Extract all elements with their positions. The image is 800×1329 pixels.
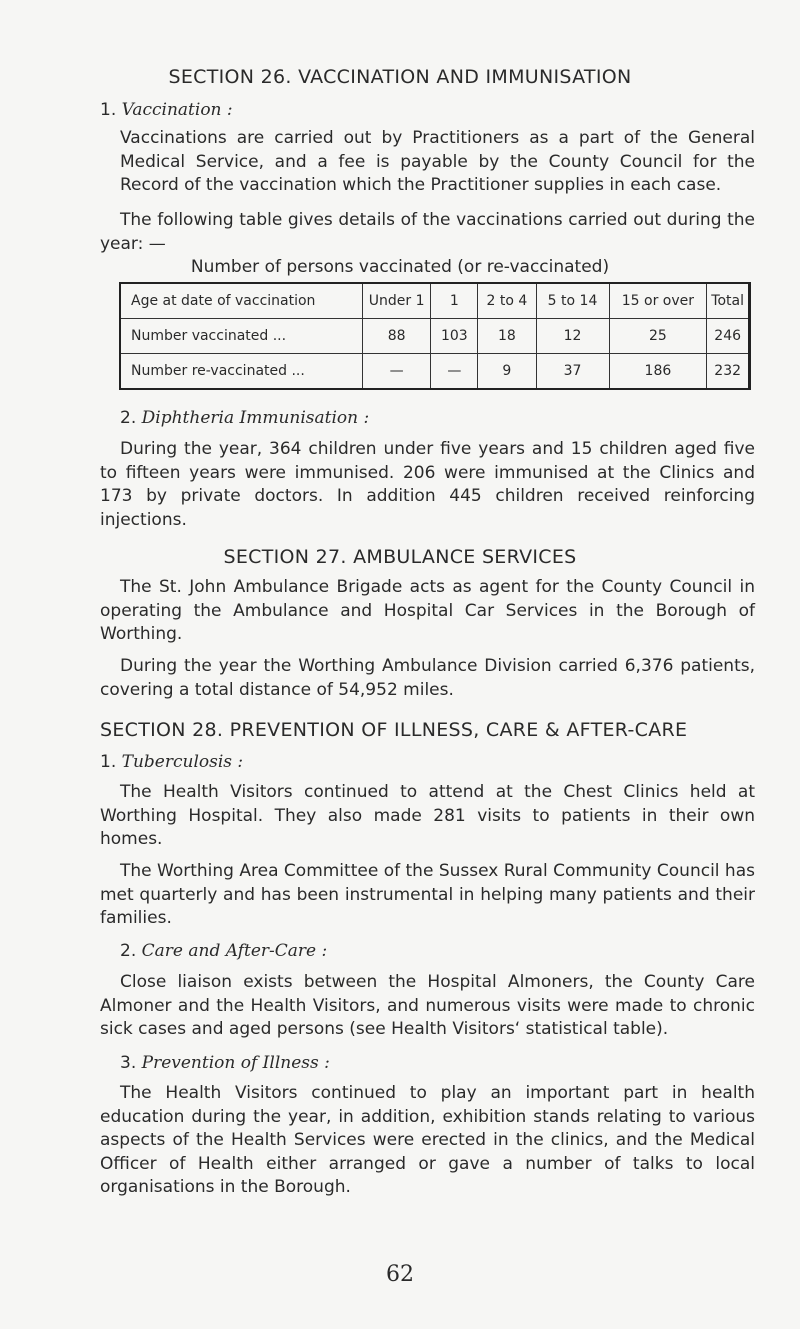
table-cell: — xyxy=(431,354,478,390)
header-cell: Total xyxy=(707,283,750,319)
vaccination-table xyxy=(119,282,751,390)
subheading-tuberculosis xyxy=(100,752,243,772)
subheading-title: Care and After-Care : xyxy=(141,941,328,961)
table-cell: 25 xyxy=(609,319,707,354)
table-cell: 103 xyxy=(431,319,478,354)
header-cell: Under 1 xyxy=(362,283,431,319)
subheading-number: 1. xyxy=(100,752,117,772)
subheading-title: Tuberculosis : xyxy=(121,752,244,772)
header-cell: 2 to 4 xyxy=(478,283,536,319)
table-cell: 18 xyxy=(478,319,536,354)
header-cell: 1 xyxy=(431,283,478,319)
subheading-diphtheria xyxy=(120,408,369,428)
table-cell: 246 xyxy=(707,319,750,354)
subheading-prevention xyxy=(120,1053,330,1073)
care-paragraph: Close liaison exists between the Hospital Almoners, the County Care Almoner and the Health Visitors, and numerous visits were made to chronic sick cases and aged persons (see Health Visitors‘ statistical table). xyxy=(100,972,755,1039)
subheading-vaccination xyxy=(100,100,233,120)
header-cell: 15 or over xyxy=(609,283,707,319)
table-cell: 186 xyxy=(609,354,707,390)
table-cell: — xyxy=(362,354,431,390)
page-number: 62 xyxy=(386,1262,414,1287)
table-cell: 232 xyxy=(707,354,750,390)
table-caption: Number of persons vaccinated (or re-vaccinated) xyxy=(190,257,610,277)
table-cell: Number vaccinated ... xyxy=(120,319,362,354)
section-26-heading: SECTION 26. VACCINATION AND IMMUNISATION xyxy=(168,66,632,88)
diphtheria-paragraph: During the year, 364 children under five years and 15 children aged five to fifteen years were immunised. 206 were immunised at the Clinics and 173 by private doctors. In addition 445 children received reinforcing injections. xyxy=(100,439,755,530)
table-header-row xyxy=(120,283,750,319)
section-28-heading: SECTION 28. PREVENTION OF ILLNESS, CARE & AFTER-CARE xyxy=(100,719,688,741)
subheading-care-aftercare xyxy=(120,941,327,961)
table-row xyxy=(120,354,750,390)
header-cell: Age at date of vaccination xyxy=(120,283,362,319)
table-cell: 37 xyxy=(536,354,609,390)
table-cell: 88 xyxy=(362,319,431,354)
subheading-number: 3. xyxy=(120,1053,137,1073)
tuberculosis-paragraph-2: The Worthing Area Committee of the Sussex Rural Community Council has met quarterly and has been instrumental in helping many patients and their families. xyxy=(100,861,755,928)
subheading-number: 2. xyxy=(120,941,137,961)
table-cell: 9 xyxy=(478,354,536,390)
tuberculosis-paragraph-1: The Health Visitors continued to attend at the Chest Clinics held at Worthing Hospital. They also made 281 visits to patients in their own homes. xyxy=(100,782,755,849)
prevention-paragraph: The Health Visitors continued to play an important part in health education during the year, in addition, exhibition stands relating to various aspects of the Health Services were erected in the clinics, and the Medical Officer of Health either arranged or gave a number of talks to local organisations in the Borough. xyxy=(100,1083,755,1197)
vaccination-paragraph-2: The following table gives details of the vaccinations carried out during the year: — xyxy=(100,210,755,254)
subheading-title: Vaccination : xyxy=(121,100,233,120)
section-27-heading: SECTION 27. AMBULANCE SERVICES xyxy=(223,546,577,568)
subheading-number: 2. xyxy=(120,408,137,428)
subheading-number: 1. xyxy=(100,100,117,120)
ambulance-paragraph-2: During the year the Worthing Ambulance Division carried 6,376 patients, covering a total distance of 54,952 miles. xyxy=(100,656,755,700)
table-cell: 12 xyxy=(536,319,609,354)
table-cell: Number re-vaccinated ... xyxy=(120,354,362,390)
subheading-title: Diphtheria Immunisation : xyxy=(141,408,370,428)
header-cell: 5 to 14 xyxy=(536,283,609,319)
vaccination-paragraph-1: Vaccinations are carried out by Practitioners as a part of the General Medical Service, and a fee is payable by the County Council for the Record of the vaccination which the Practitioner supplies in each case. xyxy=(120,128,755,195)
table-row xyxy=(120,319,750,354)
subheading-title: Prevention of Illness : xyxy=(141,1053,330,1073)
ambulance-paragraph-1: The St. John Ambulance Brigade acts as agent for the County Council in operating the Ambulance and Hospital Car Services in the Borough of Worthing. xyxy=(100,577,755,644)
